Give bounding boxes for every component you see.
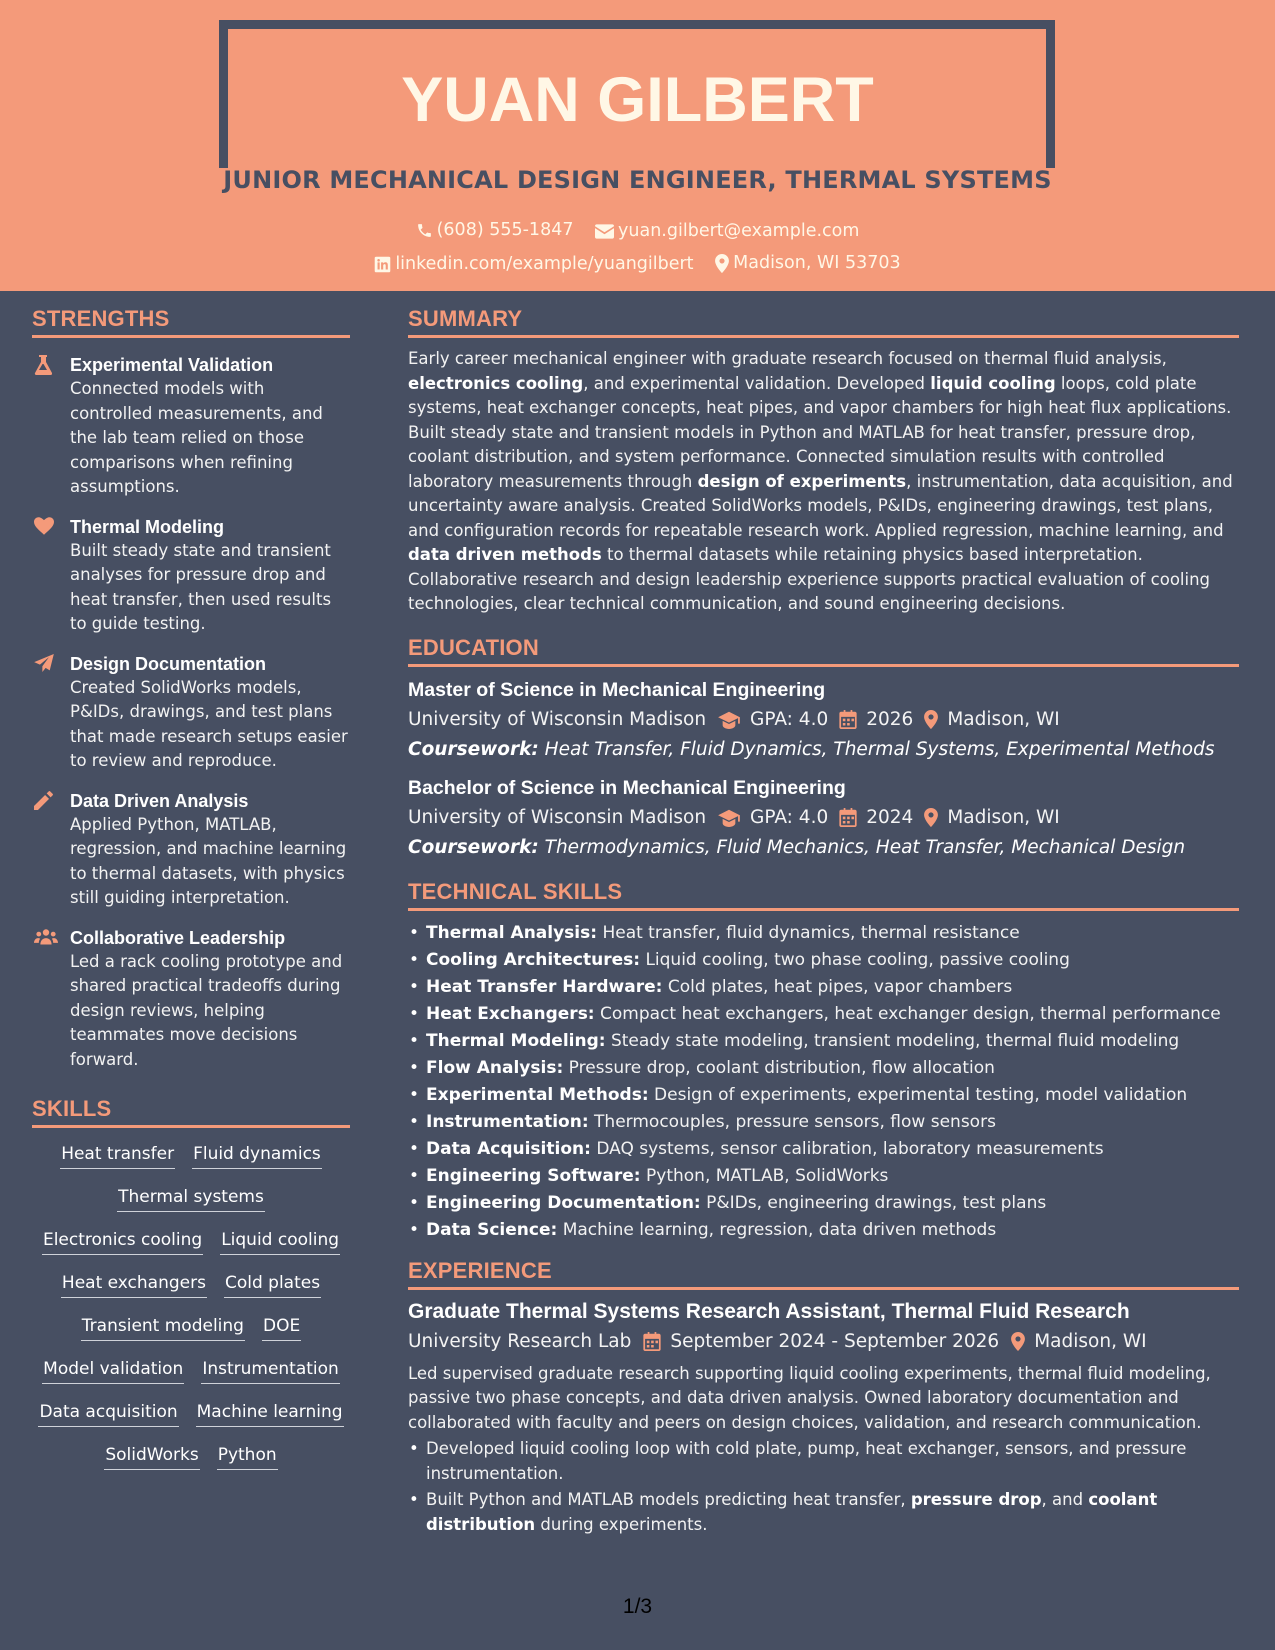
job-description: Led supervised graduate research supporting liquid cooling experiments, thermal fluid modeling, passive two phase concepts, and data driven analysis. Owned laboratory documentation and collaborated with faculty and peers on design choices, validation, and research communication. bbox=[408, 1363, 1211, 1432]
skill-chip: Instrumentation bbox=[201, 1357, 340, 1384]
skill-category: Cooling Architectures: bbox=[426, 949, 641, 970]
coursework bbox=[408, 835, 1239, 861]
strength-title: Data Driven Analysis bbox=[70, 790, 249, 811]
education-heading: EDUCATION bbox=[408, 635, 1239, 667]
skill-chip: Transient modeling bbox=[81, 1314, 245, 1341]
skill-values: Cold plates, heat pipes, vapor chambers bbox=[667, 976, 1013, 997]
phone-icon bbox=[416, 222, 433, 239]
email-contact[interactable] bbox=[595, 221, 859, 241]
coursework-label: Coursework: bbox=[408, 836, 539, 858]
technical-skills-heading: TECHNICAL SKILLS bbox=[408, 879, 1239, 911]
experience-list bbox=[408, 1298, 1239, 1538]
skills-list bbox=[32, 1142, 350, 1470]
skill-values: Thermocouples, pressure sensors, flow sensors bbox=[594, 1111, 996, 1132]
summary-heading: SUMMARY bbox=[408, 306, 1239, 338]
strengths-heading: STRENGTHS bbox=[32, 306, 350, 338]
skill-values: P&IDs, engineering drawings, test plans bbox=[706, 1192, 1047, 1213]
map-pin-icon bbox=[1011, 1332, 1025, 1351]
calendar-icon bbox=[839, 710, 857, 729]
strength-title: Collaborative Leadership bbox=[70, 927, 286, 948]
linkedin-contact[interactable] bbox=[374, 254, 693, 274]
job-role-title: Graduate Thermal Systems Research Assistant, Thermal Fluid Research bbox=[408, 1299, 1130, 1323]
skill-row bbox=[32, 1271, 350, 1298]
education-meta bbox=[408, 805, 1239, 831]
linkedin-icon bbox=[374, 256, 391, 273]
graduation-cap-icon bbox=[717, 710, 741, 729]
skill-row bbox=[32, 1357, 350, 1384]
skill-category: Data Science: bbox=[426, 1219, 558, 1240]
strength-desc: Applied Python, MATLAB, regression, and machine learning to thermal datasets, with physics still guiding interpretation. bbox=[70, 814, 347, 907]
skill-row bbox=[32, 1314, 350, 1341]
technical-skill-item bbox=[408, 1136, 1239, 1163]
left-column bbox=[32, 306, 350, 1486]
skill-chip: Python bbox=[217, 1443, 278, 1470]
skill-chip: Liquid cooling bbox=[220, 1228, 340, 1255]
skill-category: Instrumentation: bbox=[426, 1111, 589, 1132]
school-name: University of Wisconsin Madison bbox=[408, 806, 707, 828]
technical-skill-item bbox=[408, 920, 1239, 947]
education-item bbox=[408, 677, 1239, 763]
paper-plane-icon bbox=[34, 654, 54, 672]
job-bullet bbox=[408, 1437, 1239, 1486]
map-pin-icon bbox=[924, 808, 938, 827]
strength-title: Design Documentation bbox=[70, 653, 267, 674]
technical-skill-item bbox=[408, 947, 1239, 974]
bold-phrase: liquid cooling bbox=[930, 373, 1056, 393]
candidate-name: YUAN GILBERT bbox=[401, 65, 874, 135]
strength-desc: Built steady state and transient analyses for pressure drop and heat transfer, then used results to guide testing. bbox=[70, 540, 332, 633]
text-run: during experiments. bbox=[535, 1514, 708, 1534]
bold-phrase: pressure drop bbox=[910, 1490, 1042, 1509]
skill-chip: Data acquisition bbox=[38, 1400, 178, 1427]
job-title: JUNIOR MECHANICAL DESIGN ENGINEER, THERMAL SYSTEMS bbox=[223, 166, 1052, 194]
text-run: , and bbox=[1041, 1490, 1089, 1509]
technical-skill-item bbox=[408, 1028, 1239, 1055]
job-bullet bbox=[408, 1488, 1239, 1537]
degree-title: Master of Science in Mechanical Engineering bbox=[408, 678, 826, 701]
skills-heading: SKILLS bbox=[32, 1096, 350, 1128]
skill-category: Data Acquisition: bbox=[426, 1138, 591, 1159]
skill-chip: Machine learning bbox=[196, 1400, 344, 1427]
skill-values: Pressure drop, coolant distribution, flow allocation bbox=[568, 1057, 995, 1078]
job-bullets bbox=[408, 1437, 1239, 1537]
technical-skill-item bbox=[408, 1190, 1239, 1217]
envelope-icon bbox=[595, 224, 614, 239]
header-banner bbox=[0, 0, 1275, 291]
heart-icon bbox=[34, 517, 54, 535]
skill-chip: SolidWorks bbox=[104, 1443, 199, 1470]
skill-row bbox=[32, 1400, 350, 1427]
location-contact bbox=[715, 253, 901, 273]
graduation-cap-icon bbox=[717, 808, 741, 827]
strength-item bbox=[32, 652, 350, 774]
skill-values: Python, MATLAB, SolidWorks bbox=[646, 1165, 889, 1186]
skill-category: Engineering Documentation: bbox=[426, 1192, 701, 1213]
skill-chip: Electronics cooling bbox=[42, 1228, 203, 1255]
experience-heading: EXPERIENCE bbox=[408, 1258, 1239, 1290]
text-run: , and experimental validation. Developed bbox=[583, 373, 931, 393]
skill-chip: Cold plates bbox=[224, 1271, 321, 1298]
skill-values: Liquid cooling, two phase cooling, passive cooling bbox=[645, 949, 1070, 970]
phone-contact bbox=[416, 220, 574, 240]
education-item bbox=[408, 775, 1239, 861]
skill-values: Steady state modeling, transient modeling, thermal fluid modeling bbox=[610, 1030, 1180, 1051]
location-text: Madison, WI 53703 bbox=[733, 253, 901, 273]
technical-skills-list bbox=[408, 920, 1239, 1244]
technical-skill-item bbox=[408, 1082, 1239, 1109]
employment-dates: September 2024 - September 2026 bbox=[670, 1330, 1000, 1352]
text-run: Developed liquid cooling loop with cold plate, pump, heat exchanger, sensors, and pressure instrumentation. bbox=[426, 1439, 1187, 1483]
contact-row-1 bbox=[0, 220, 1275, 244]
strength-item bbox=[32, 926, 350, 1073]
skill-chip: Heat exchangers bbox=[61, 1271, 207, 1298]
skill-values: Machine learning, regression, data driven methods bbox=[562, 1219, 997, 1240]
graduation-year: 2024 bbox=[866, 806, 914, 828]
skill-values: Design of experiments, experimental testing, model validation bbox=[654, 1084, 1188, 1105]
calendar-icon bbox=[839, 808, 857, 827]
text-run: Early career mechanical engineer with graduate research focused on thermal fluid analysis, bbox=[408, 349, 1167, 368]
bold-phrase: design of experiments bbox=[697, 471, 907, 491]
technical-skill-item bbox=[408, 1055, 1239, 1082]
skill-category: Thermal Analysis: bbox=[426, 922, 598, 943]
bold-phrase: coolant distribution bbox=[426, 1490, 1158, 1534]
technical-skill-item bbox=[408, 1163, 1239, 1190]
text-run: Built Python and MATLAB models predicting heat transfer, bbox=[426, 1490, 911, 1509]
skill-category: Flow Analysis: bbox=[426, 1057, 564, 1078]
skill-values: Heat transfer, fluid dynamics, thermal resistance bbox=[602, 922, 1020, 943]
skill-chip: Fluid dynamics bbox=[192, 1142, 322, 1169]
skill-values: Compact heat exchangers, heat exchanger design, thermal performance bbox=[600, 1003, 1221, 1024]
education-meta bbox=[408, 707, 1239, 733]
school-location: Madison, WI bbox=[947, 806, 1060, 828]
strength-item bbox=[32, 353, 350, 500]
users-icon bbox=[34, 928, 58, 945]
flask-icon bbox=[34, 355, 52, 375]
skill-row bbox=[32, 1443, 350, 1470]
pencil-icon bbox=[34, 791, 53, 810]
skill-chip: DOE bbox=[262, 1314, 301, 1341]
bold-phrase: electronics cooling bbox=[408, 373, 584, 393]
school-location: Madison, WI bbox=[947, 708, 1060, 730]
school-name: University of Wisconsin Madison bbox=[408, 708, 707, 730]
strength-desc: Connected models with controlled measurements, and the lab team relied on those comparisons when refining assumptions. bbox=[70, 379, 323, 496]
coursework-label: Coursework: bbox=[408, 738, 539, 760]
map-pin-icon bbox=[715, 254, 729, 273]
skill-chip: Thermal systems bbox=[117, 1185, 265, 1212]
gpa-text: GPA: 4.0 bbox=[750, 708, 829, 730]
skill-category: Heat Exchangers: bbox=[426, 1003, 595, 1024]
right-column bbox=[408, 306, 1239, 1537]
organization-name: University Research Lab bbox=[408, 1330, 632, 1352]
strength-desc: Led a rack cooling prototype and shared practical tradeoffs during design reviews, helping teammates move decisions forward. bbox=[70, 951, 343, 1069]
linkedin-text: linkedin.com/example/yuangilbert bbox=[395, 254, 694, 274]
strength-title: Thermal Modeling bbox=[70, 516, 225, 537]
strength-item bbox=[32, 515, 350, 637]
calendar-icon bbox=[643, 1332, 661, 1351]
experience-meta bbox=[408, 1329, 1239, 1355]
skill-values: DAQ systems, sensor calibration, laboratory measurements bbox=[596, 1138, 1104, 1159]
bold-phrase: data driven methods bbox=[408, 545, 602, 564]
contact-row-2 bbox=[0, 253, 1275, 278]
skill-row bbox=[32, 1142, 350, 1169]
coursework-list: Thermodynamics, Fluid Mechanics, Heat Transfer, Mechanical Design bbox=[544, 836, 1186, 858]
skill-category: Heat Transfer Hardware: bbox=[426, 976, 663, 997]
text-run: to thermal datasets while retaining physics based interpretation. Collaborative research and design leadership experience supports practical evaluation of cooling technologies, clear technical communication, and sound engineering decisions. bbox=[408, 545, 1211, 613]
phone-text: (608) 555-1847 bbox=[436, 220, 574, 240]
degree-title: Bachelor of Science in Mechanical Engineering bbox=[408, 776, 846, 799]
technical-skill-item bbox=[408, 1109, 1239, 1136]
strength-desc: Created SolidWorks models, P&IDs, drawings, and test plans that made research setups easier to review and reproduce. bbox=[70, 677, 348, 770]
skill-row bbox=[32, 1228, 350, 1255]
text-run: loops, cold plate systems, heat exchanger concepts, heat pipes, and vapor chambers for high heat flux applications. Built steady state and transient models in Python and MATLAB for heat transfer, pressure drop, coolant distribution, and system performance. Connected simulation results with controlled laboratory measurements through bbox=[408, 373, 1232, 491]
skill-chip: Heat transfer bbox=[60, 1142, 175, 1169]
skill-chip: Model validation bbox=[42, 1357, 184, 1384]
coursework bbox=[408, 737, 1239, 763]
education-list bbox=[408, 677, 1239, 861]
strength-title: Experimental Validation bbox=[70, 355, 274, 375]
strength-item bbox=[32, 789, 350, 911]
text-run: , instrumentation, data acquisition, and uncertainty aware analysis. Created SolidWorks models, P&IDs, engineering drawings, test plans, and configuration records for repeatable research work. Applied regression, machine learning, and bbox=[408, 471, 1233, 540]
job-location: Madison, WI bbox=[1034, 1330, 1147, 1352]
technical-skill-item bbox=[408, 1001, 1239, 1028]
technical-skill-item bbox=[408, 1217, 1239, 1244]
skill-category: Engineering Software: bbox=[426, 1165, 641, 1186]
coursework-list: Heat Transfer, Fluid Dynamics, Thermal Systems, Experimental Methods bbox=[544, 738, 1215, 760]
map-pin-icon bbox=[924, 710, 938, 729]
experience-item bbox=[408, 1298, 1239, 1538]
page-number: 1/3 bbox=[622, 1595, 653, 1618]
skill-category: Thermal Modeling: bbox=[426, 1030, 606, 1051]
skill-category: Experimental Methods: bbox=[426, 1084, 649, 1105]
gpa-text: GPA: 4.0 bbox=[750, 806, 829, 828]
technical-skill-item bbox=[408, 974, 1239, 1001]
graduation-year: 2026 bbox=[866, 708, 914, 730]
summary-text bbox=[408, 347, 1239, 617]
email-text: yuan.gilbert@example.com bbox=[618, 221, 860, 241]
skill-row bbox=[32, 1185, 350, 1212]
